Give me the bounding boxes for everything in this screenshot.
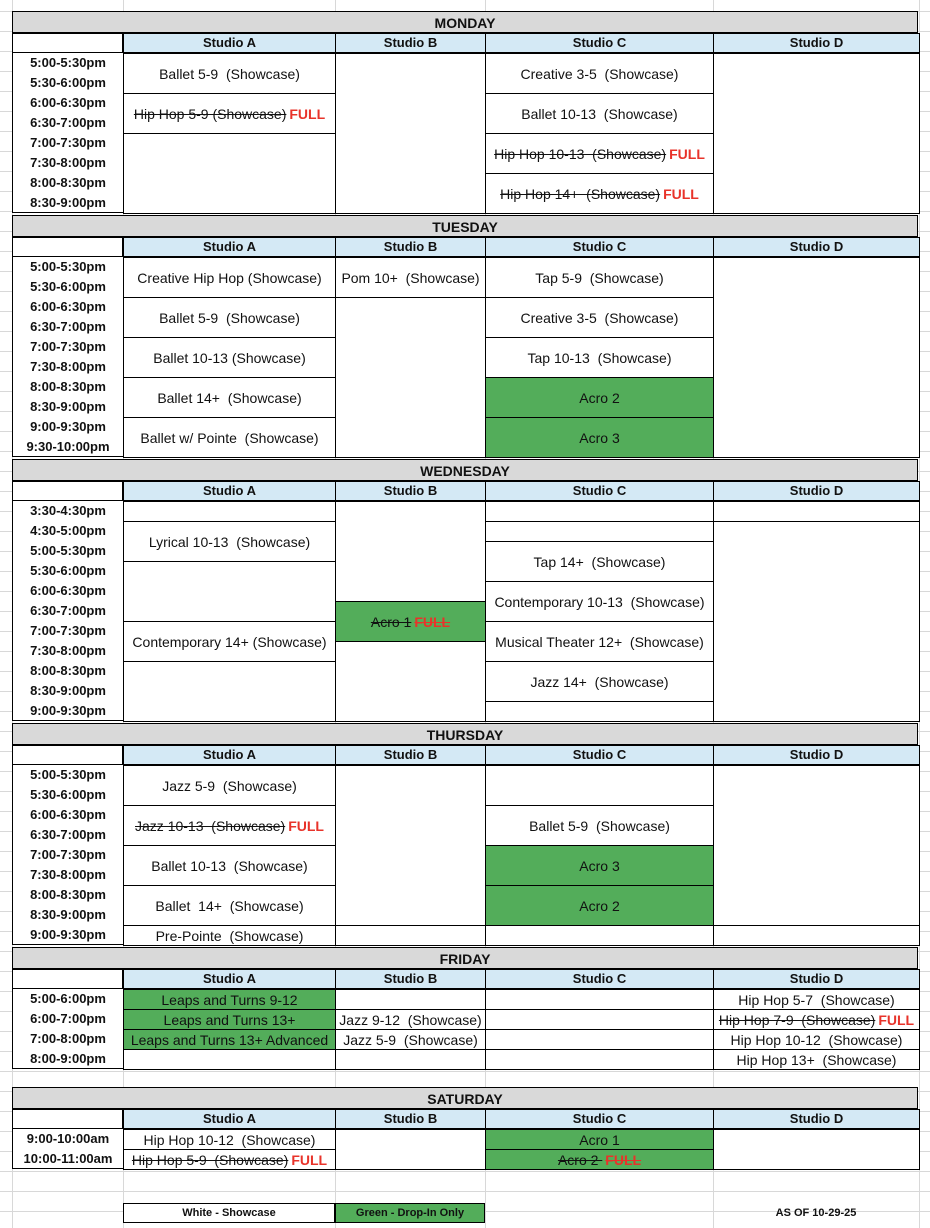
time-slot: 7:30-8:00pm xyxy=(12,153,124,173)
studio-header: Studio A xyxy=(123,481,336,501)
time-slot: 8:00-8:30pm xyxy=(12,661,124,681)
time-slot: 6:00-6:30pm xyxy=(12,581,124,601)
time-slot: 8:00-8:30pm xyxy=(12,885,124,905)
empty-cell xyxy=(485,925,714,946)
class-name: Musical Theater 12+ (Showcase) xyxy=(495,633,704,650)
studio-header: Studio B xyxy=(335,237,486,257)
studio-header: Studio C xyxy=(485,745,714,765)
time-header-blank xyxy=(12,1109,123,1129)
as-of-date xyxy=(713,1203,919,1223)
class-cell xyxy=(485,541,714,582)
time-slot: 5:00-5:30pm xyxy=(12,257,124,277)
class-cell-dropin xyxy=(123,1029,336,1050)
time-slot: 8:00-8:30pm xyxy=(12,173,124,193)
time-slot: 6:00-6:30pm xyxy=(12,805,124,825)
class-cell xyxy=(123,417,336,458)
time-slot: 9:00-9:30pm xyxy=(12,701,124,721)
class-cell xyxy=(123,925,336,946)
empty-cell xyxy=(335,925,486,946)
empty-cell xyxy=(335,501,486,602)
class-name: Ballet 14+ (Showcase) xyxy=(157,389,302,406)
studio-header: Studio B xyxy=(335,481,486,501)
empty-cell xyxy=(123,133,336,214)
time-slot: 8:00-8:30pm xyxy=(12,377,124,397)
time-slot: 5:30-6:00pm xyxy=(12,561,124,581)
class-name: Contemporary 14+ (Showcase) xyxy=(132,633,327,650)
time-slot: 6:00-7:00pm xyxy=(12,1009,124,1029)
empty-cell xyxy=(713,521,920,722)
empty-cell xyxy=(335,765,486,926)
studio-header: Studio C xyxy=(485,969,714,989)
time-slot: 6:30-7:00pm xyxy=(12,317,124,337)
class-cell xyxy=(485,173,714,214)
legend-dropin xyxy=(335,1203,485,1223)
class-name: Ballet 10-13 (Showcase) xyxy=(151,857,308,874)
studio-header: Studio C xyxy=(485,481,714,501)
empty-cell xyxy=(713,765,920,926)
class-cell xyxy=(485,257,714,298)
time-slot: 6:30-7:00pm xyxy=(12,825,124,845)
class-cell xyxy=(123,621,336,662)
time-header-blank xyxy=(12,745,123,765)
class-name: Tap 14+ (Showcase) xyxy=(533,553,666,570)
studio-header: Studio A xyxy=(123,237,336,257)
time-slot: 10:00-11:00am xyxy=(12,1149,124,1169)
legend-showcase-label: White - Showcase xyxy=(182,1207,276,1219)
time-slot: 5:00-5:30pm xyxy=(12,53,124,73)
class-cell xyxy=(123,337,336,378)
day-header-tuesday: TUESDAY xyxy=(12,215,918,237)
full-badge: FULL xyxy=(605,1151,642,1168)
class-cell-dropin xyxy=(123,989,336,1010)
class-name: Ballet 14+ (Showcase) xyxy=(155,897,304,914)
time-header-blank xyxy=(12,237,123,257)
time-header-blank xyxy=(12,33,123,53)
studio-header: Studio C xyxy=(485,1109,714,1129)
time-slot: 7:00-7:30pm xyxy=(12,621,124,641)
studio-header: Studio B xyxy=(335,745,486,765)
class-name: Tap 5-9 (Showcase) xyxy=(535,269,664,286)
class-name: Leaps and Turns 9-12 xyxy=(161,991,298,1008)
class-cell xyxy=(713,1029,920,1050)
time-slot: 3:30-4:30pm xyxy=(12,501,124,521)
full-badge: FULL xyxy=(669,145,705,162)
class-cell xyxy=(123,297,336,338)
class-name: Hip Hop 10-12 (Showcase) xyxy=(143,1131,316,1148)
time-slot: 9:00-9:30pm xyxy=(12,417,124,437)
day-header-wednesday: WEDNESDAY xyxy=(12,459,918,481)
studio-header: Studio A xyxy=(123,745,336,765)
legend-dropin-label: Green - Drop-In Only xyxy=(355,1207,465,1219)
class-cell xyxy=(123,805,336,846)
class-name: Hip Hop 13+ (Showcase) xyxy=(736,1051,897,1068)
time-slot: 8:30-9:00pm xyxy=(12,397,124,417)
day-header-friday: FRIDAY xyxy=(12,947,918,969)
class-name: Hip Hop 10-13 (Showcase) xyxy=(494,145,667,162)
empty-cell xyxy=(485,989,714,1010)
full-badge: FULL xyxy=(663,185,699,202)
class-cell xyxy=(123,53,336,94)
empty-cell xyxy=(485,1029,714,1050)
class-cell xyxy=(123,885,336,926)
studio-header: Studio D xyxy=(713,33,920,53)
studio-header: Studio A xyxy=(123,969,336,989)
class-name: Jazz 10-13 (Showcase) xyxy=(135,817,286,834)
studio-header: Studio D xyxy=(713,481,920,501)
time-slot: 6:30-7:00pm xyxy=(12,601,124,621)
class-cell xyxy=(485,133,714,174)
class-name: Jazz 5-9 (Showcase) xyxy=(162,777,297,794)
class-name: Ballet 5-9 (Showcase) xyxy=(159,65,300,82)
class-name: Ballet 5-9 (Showcase) xyxy=(159,309,300,326)
time-slot: 7:00-8:00pm xyxy=(12,1029,124,1049)
studio-header: Studio D xyxy=(713,969,920,989)
time-slot: 8:30-9:00pm xyxy=(12,905,124,925)
studio-header: Studio C xyxy=(485,237,714,257)
class-name: Hip Hop 5-7 (Showcase) xyxy=(738,991,895,1008)
empty-cell xyxy=(713,1129,920,1170)
time-slot: 9:00-10:00am xyxy=(12,1129,124,1149)
time-slot: 9:30-10:00pm xyxy=(12,437,124,457)
time-slot: 5:00-6:00pm xyxy=(12,989,124,1009)
empty-cell xyxy=(485,1009,714,1030)
empty-cell xyxy=(713,501,920,522)
class-name: Creative Hip Hop (Showcase) xyxy=(137,269,322,286)
class-name: Acro 2 xyxy=(579,897,620,914)
class-name: Jazz 9-12 (Showcase) xyxy=(339,1011,482,1028)
class-cell-dropin xyxy=(485,417,714,458)
time-slot: 8:30-9:00pm xyxy=(12,193,124,213)
class-name: Creative 3-5 (Showcase) xyxy=(520,309,679,326)
studio-header: Studio B xyxy=(335,1109,486,1129)
class-cell xyxy=(485,93,714,134)
time-slot: 7:30-8:00pm xyxy=(12,865,124,885)
empty-cell xyxy=(485,501,714,522)
class-cell xyxy=(713,1049,920,1070)
time-slot: 5:30-6:00pm xyxy=(12,277,124,297)
studio-header: Studio B xyxy=(335,33,486,53)
class-name: Ballet w/ Pointe (Showcase) xyxy=(140,429,319,446)
time-header-blank xyxy=(12,969,123,989)
time-slot: 6:30-7:00pm xyxy=(12,113,124,133)
class-cell xyxy=(123,1149,336,1170)
full-badge: FULL xyxy=(291,1151,328,1168)
class-cell xyxy=(485,621,714,662)
time-slot: 7:30-8:00pm xyxy=(12,357,124,377)
class-name: Ballet 10-13 (Showcase) xyxy=(521,105,678,122)
full-badge: FULL xyxy=(878,1011,915,1028)
class-cell-dropin xyxy=(335,601,486,642)
studio-header: Studio C xyxy=(485,33,714,53)
class-name: Ballet 5-9 (Showcase) xyxy=(529,817,670,834)
studio-header: Studio D xyxy=(713,1109,920,1129)
class-cell xyxy=(335,1029,486,1050)
class-name: Hip Hop 10-12 (Showcase) xyxy=(730,1031,903,1048)
full-badge: FULL xyxy=(289,105,326,122)
day-header-saturday: SATURDAY xyxy=(12,1087,918,1109)
studio-header: Studio B xyxy=(335,969,486,989)
class-cell xyxy=(485,337,714,378)
class-cell xyxy=(123,1129,336,1150)
time-slot: 6:00-6:30pm xyxy=(12,297,124,317)
class-name: Jazz 5-9 (Showcase) xyxy=(343,1031,478,1048)
class-cell xyxy=(485,661,714,702)
empty-cell xyxy=(335,1129,486,1170)
studio-header: Studio A xyxy=(123,33,336,53)
class-name: Ballet 10-13 (Showcase) xyxy=(153,349,306,366)
class-cell-dropin xyxy=(485,1129,714,1150)
class-cell-dropin xyxy=(485,845,714,886)
class-cell xyxy=(123,521,336,562)
class-name: Creative 3-5 (Showcase) xyxy=(520,65,679,82)
class-cell-dropin xyxy=(485,1149,714,1170)
class-name: Hip Hop 14+ (Showcase) xyxy=(500,185,661,202)
class-cell xyxy=(123,765,336,806)
class-name: Pre-Pointe (Showcase) xyxy=(155,927,304,944)
class-cell xyxy=(485,581,714,622)
class-name: Acro 3 xyxy=(579,429,620,446)
time-slot: 7:00-7:30pm xyxy=(12,845,124,865)
time-slot: 5:00-5:30pm xyxy=(12,765,124,785)
class-name: Acro 2 xyxy=(579,389,620,406)
class-cell-dropin xyxy=(123,1009,336,1030)
class-cell xyxy=(713,989,920,1010)
time-slot: 5:30-6:00pm xyxy=(12,73,124,93)
empty-cell xyxy=(713,53,920,214)
empty-cell xyxy=(335,641,486,722)
studio-header: Studio A xyxy=(123,1109,336,1129)
class-name: Tap 10-13 (Showcase) xyxy=(527,349,672,366)
empty-cell xyxy=(485,765,714,806)
full-badge: FULL xyxy=(414,613,451,630)
day-header-monday: MONDAY xyxy=(12,11,918,33)
class-name: Leaps and Turns 13+ Advanced xyxy=(130,1031,329,1048)
studio-header: Studio D xyxy=(713,237,920,257)
day-header-thursday: THURSDAY xyxy=(12,723,918,745)
legend-showcase xyxy=(123,1203,335,1223)
as-of-label: AS OF 10-29-25 xyxy=(775,1207,857,1219)
class-name: Contemporary 10-13 (Showcase) xyxy=(494,593,705,610)
class-name: Hip Hop 5-9 (Showcase) xyxy=(133,105,287,122)
empty-cell xyxy=(335,53,486,214)
empty-cell xyxy=(123,1049,336,1070)
time-slot: 8:00-9:00pm xyxy=(12,1049,124,1069)
empty-cell xyxy=(335,1049,486,1070)
empty-cell xyxy=(123,661,336,722)
class-cell xyxy=(485,53,714,94)
empty-cell xyxy=(485,1049,714,1070)
full-badge: FULL xyxy=(288,817,324,834)
time-slot: 5:30-6:00pm xyxy=(12,785,124,805)
empty-cell xyxy=(123,561,336,622)
empty-cell xyxy=(713,925,920,946)
class-cell xyxy=(713,1009,920,1030)
class-name: Acro 2 xyxy=(557,1151,603,1168)
class-name: Acro 3 xyxy=(579,857,620,874)
class-name: Hip Hop 5-9 (Showcase) xyxy=(131,1151,289,1168)
class-name: Acro 1 xyxy=(579,1131,620,1148)
time-slot: 7:00-7:30pm xyxy=(12,337,124,357)
class-name: Lyrical 10-13 (Showcase) xyxy=(148,533,311,550)
empty-cell xyxy=(335,297,486,458)
empty-cell xyxy=(123,501,336,522)
class-cell xyxy=(123,377,336,418)
empty-cell xyxy=(713,257,920,458)
empty-cell xyxy=(485,521,714,542)
empty-cell xyxy=(485,701,714,722)
class-name: Pom 10+ (Showcase) xyxy=(341,269,480,286)
class-cell xyxy=(485,297,714,338)
class-name: Hip Hop 7-9 (Showcase) xyxy=(718,1011,876,1028)
time-slot: 9:00-9:30pm xyxy=(12,925,124,945)
class-cell xyxy=(123,93,336,134)
empty-cell xyxy=(335,989,486,1010)
class-cell xyxy=(335,1009,486,1030)
class-cell-dropin xyxy=(485,377,714,418)
time-slot: 8:30-9:00pm xyxy=(12,681,124,701)
time-slot: 5:00-5:30pm xyxy=(12,541,124,561)
class-cell xyxy=(123,845,336,886)
class-cell xyxy=(485,805,714,846)
class-name: Jazz 14+ (Showcase) xyxy=(530,673,669,690)
class-cell xyxy=(335,257,486,298)
time-slot: 6:00-6:30pm xyxy=(12,93,124,113)
time-slot: 7:00-7:30pm xyxy=(12,133,124,153)
time-header-blank xyxy=(12,481,123,501)
studio-header: Studio D xyxy=(713,745,920,765)
class-name: Leaps and Turns 13+ xyxy=(163,1011,296,1028)
class-name: Acro 1 xyxy=(370,613,412,630)
time-slot: 4:30-5:00pm xyxy=(12,521,124,541)
class-cell-dropin xyxy=(485,885,714,926)
time-slot: 7:30-8:00pm xyxy=(12,641,124,661)
class-cell xyxy=(123,257,336,298)
